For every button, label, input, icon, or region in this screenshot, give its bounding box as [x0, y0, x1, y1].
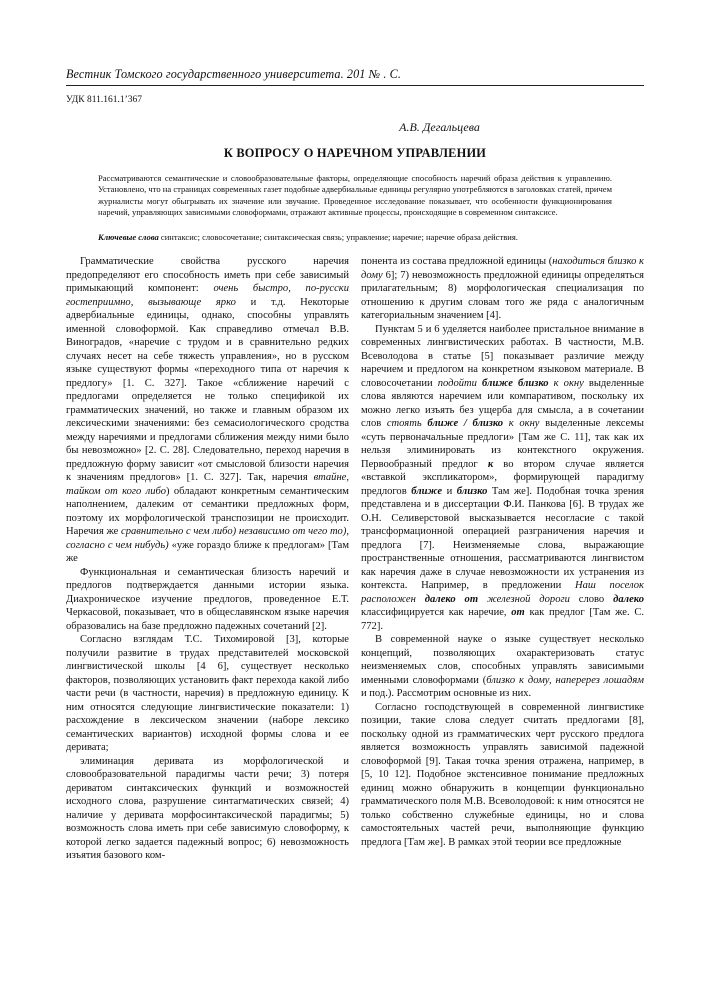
example-italic: Наш поселок расположен — [361, 580, 644, 605]
text-run: и — [442, 485, 457, 497]
paragraph — [361, 633, 644, 701]
example-bold: близко — [456, 485, 488, 497]
text-run: слово — [569, 593, 614, 605]
example-italic: стоять — [386, 418, 428, 429]
example-bold: от — [511, 607, 525, 618]
example-bold: ближе близко — [482, 377, 549, 389]
paragraph: Функциональная и семантическая близость наречий и предлогов подтверждается данными истории языка. Диахроническое изучение предлогов, проведенное Е.Т. Черкасовой, показывает, что в общеславянском языке наречия образовались на базе предложно падежных сочетаний [2]. — [66, 566, 349, 632]
paragraph — [361, 323, 644, 634]
keywords-label: Ключевые слова — [98, 232, 159, 242]
text-run: во втором случае является «вставкой экспликатором», формирующей парадигму предлогов — [361, 458, 644, 497]
example-italic: сравнительно с чем либо) независимо от чего то), согласно с чем нибудь) — [66, 526, 349, 551]
example-italic: к окну — [503, 418, 540, 429]
example-italic: находиться близко к дому — [361, 256, 644, 281]
example-italic: к окну — [548, 377, 584, 389]
text-run: понента из состава предложной единицы ( — [361, 256, 553, 267]
paragraph: элиминация деривата из морфологической и словообразовательной парадигмы части речи; 3) потеря дериватом синтаксических функций и возможностей исходного слова, разрушение синтагматических связей; 4) наличие у деривата морфосинтаксической парадигмы; 5) возможность слова иметь при себе зависимую словоформу, к которой легко задается падежный вопрос; 6) невозможность изъятия базового ком- — [66, 755, 349, 861]
text-run: и т.д. Некоторые адвербиальные единицы, однако, способны управлять именной словоформой. Как справедливо отмечал В.В. Виноградов, «наречие с трудом и в сравнительно редких случаях несет на себе тяжесть управления», но в русском языке существуют формы «переходного типа от наречия к предлогу» [1. С. 327]. Такое «сближение наречий с предлогами определяется не только спецификой их грамматических значений, но также и главным образом их лексическими значениями: без семасиологического сродства между наречиями и предлогами сближения между ними было бы невозможно» [2. С. 28]. Следовательно, переход наречия в предложную форму зависит «от смысловой близости наречия к значениям предлогов» [1. С. 327]. Так, наречия — [66, 296, 349, 483]
text-run: выделенные лексемы «суть первоначальные предлоги» [Там же С. 11], так как их нельзя элиминировать из контекстного окружения. Первообразный предлог — [361, 418, 645, 470]
abstract: Рассматриваются семантические и словообразовательные факторы, определяющие способность наречий образа действия к управлению. Установлено, что на страницах современных газет подобные адвербиальные единицы регулярно употребляются в заголовках статей, причем журналисты могут обыгрывать их значение или звучание. Проведенное исследование показывает, что особенности функционирования наречий, управляющих зависимыми словоформами, отражают активные процессы, происходящие в современном синтаксисе. — [98, 173, 612, 218]
article-title: К ВОПРОСУ О НАРЕЧНОМ УПРАВЛЕНИИ — [223, 146, 487, 160]
text-run: «уже гораздо ближе к предлогам» [Там же — [66, 539, 349, 564]
journal-header: Вестник Томского государственного университета. 201 № . С. — [66, 67, 402, 81]
example-italic: железной дороги — [478, 593, 570, 605]
example-bold: к — [487, 458, 494, 470]
paragraph — [66, 255, 349, 566]
text-run: В современной науке о языке существует несколько концепций, позволяющих охарактеризовать статус неизменяемых слов, способных управлять зависимыми именными словоформами ( — [361, 634, 644, 686]
text-run: Грамматические свойства русского наречия предопределяют его способность иметь при себе зависимый примыкающий компонент: — [66, 256, 349, 294]
example-italic: очень быстро, по-русски гостеприимно, вызывающе ярко — [66, 283, 349, 308]
text-run: Пунктам 5 и 6 уделяется наиболее пристальное внимание в современных лингвистических работах. В частности, М.В. Всеволодова в статье [5] показывает различие между наречием и предлогом на конкретном языковом материале. В словосочетании — [361, 323, 644, 389]
text-run: и под.). Рассмотрим основные из них. — [361, 688, 532, 699]
example-italic: втайне, тайком от кого либо — [66, 472, 349, 497]
paragraph: Согласно господствующей в современной лингвистике позиции, такие слова следует считать предлогами [8], поскольку одной из грамматических черт русского предлога является возможность управлять зависимой падежной словоформой [9]. Такая точка зрения отражена, например, в [5, 10 12]. Подобное экстенсивное понимание предложных единиц можно обнаружить в концепции функционально грамматического поля М.В. Всеволодовой: к ним относятся не только собственно служебные единицы, но и слова самостоятельных частей речи, выполняющие функцию предлога [Там же]. В рамках этой теории все предложные — [361, 701, 644, 848]
example-bold: ближе — [411, 485, 443, 497]
example-italic: подойти — [437, 377, 477, 389]
keywords-text: синтаксис; словосочетание; синтаксическая связь; управление; наречие; наречие образа действия. — [158, 232, 518, 242]
example-italic: близко к дому, наперерез лошадям — [486, 674, 644, 686]
paragraph: Согласно взглядам Т.С. Тихомировой [3], которые получили развитие в трудах представителей московской лингвистической школы [4 6], существует несколько факторов, позволяющих установить факт перехода какой либо части речи (в частности, наречия) в предложную единицу. К ним относятся следующие лингвистические показатели: 1) расхождение в лексическом значении (наборе лексико семантических вариантов) исходной формы слова и ее деривата; — [66, 634, 349, 753]
example-bold: далеко — [613, 593, 644, 605]
example-bold: далеко от — [424, 593, 479, 605]
author-name: А.В. Дегальцева — [399, 120, 480, 134]
text-run: 6]; 7) невозможность предложной единицы определяться прилагательным; 8) морфологическая специализация по отношению к другим словам того же ряда с аналогичным категориальным значением [4]. — [361, 269, 644, 321]
text-run: Там же]. Подобная точка зрения представлена и в диссертации Ф.И. Панкова [6]. В трудах же О.Н. Селиверстовой высказывается несогласие с такой трансформационной операцией разграничения наречия и предлога [7]. Неизменяемые слова, выражающие пространственные отношения, рассматриваются лингвистом как наречия даже в случае невозможности их устранения из контекста. Например, в предложении — [361, 485, 644, 591]
text-run: как предлог [Там же. С. 772]. — [361, 607, 645, 632]
paragraph — [361, 255, 644, 323]
text-run: ) обладают конкретным семантическим наполнением, далеким от семантики предложных форм, поэтому их морфологической транспозиции не происходит. Наречия же — [66, 485, 349, 537]
udk-code: УДК 811.161.1’367 — [66, 95, 143, 105]
text-run: выделенные слова являются наречием или компаративом, поскольку их можно легко изъять без ущерба для смысла, а в сочетании слов — [361, 377, 644, 429]
keywords — [98, 232, 612, 243]
right-column — [361, 255, 644, 849]
example-bold: ближе / близко — [427, 418, 504, 429]
text-run: классифицируется как наречие, — [361, 607, 512, 618]
left-column — [66, 255, 349, 863]
header-rule — [66, 85, 644, 86]
